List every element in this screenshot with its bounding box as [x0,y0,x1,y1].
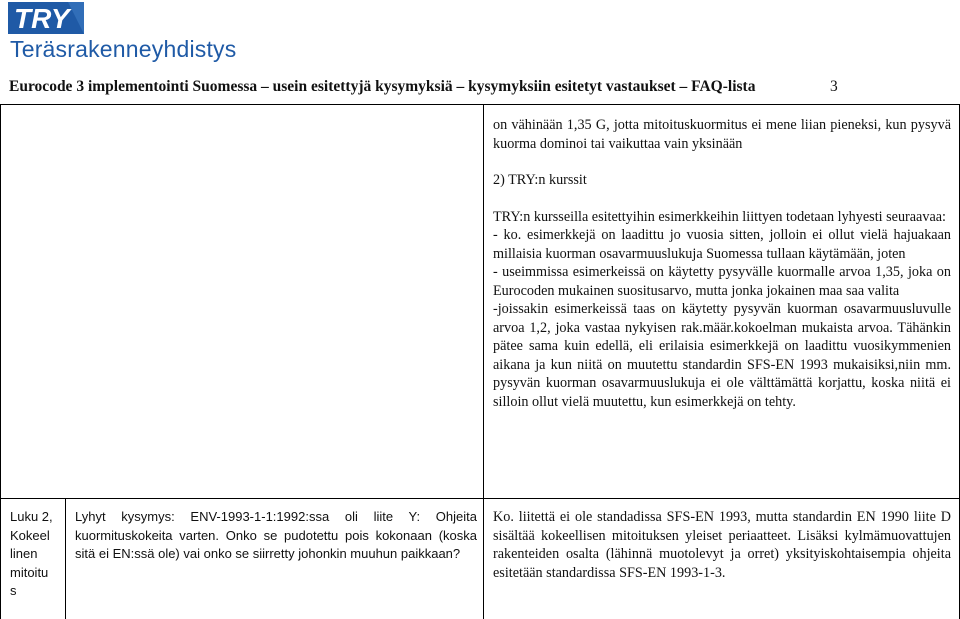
logo-org-name: Teräsrakenneyhdistys [10,36,237,62]
table-border-col1 [65,498,66,619]
question-cell: Lyhyt kysymys: ENV-1993-1-1:1992:ssa oli liite Y: Ohjeita kuormituskokeita varten. Onko se pudotettu pois kokonaan (koska sitä ei EN:ssä ole) vai onko se siirretty johonkin muuhun paikkaan? [75,509,477,562]
chapter-cell: Luku 2, Kokeel linen mitoitu s [10,509,53,599]
try-logo [8,2,237,64]
answer-cell: Ko. liitettä ei ole standadissa SFS-EN 1993, mutta standardin EN 1990 liite D sisältää kokeellisen mitoituksen yleiset periaatteet. Lisäksi kylmämuovattujen rakenteiden osalta (lähinnä muotolevyt ja orret) yksityiskohtaisempia ohjeita esitetään standardissa SFS-EN 1993-1-3. [493,509,951,581]
section-heading: 2) TRY:n kurssit [493,172,587,188]
logo-mark-text: TRY [14,3,70,34]
table-row-divider [0,498,960,499]
answer-paragraph: on vähinään 1,35 G, jotta mitoituskuormitus ei mene liian pieneksi, kun pysyvä kuorma dominoi tai vaikuttaa vain yksinään [493,117,951,152]
answer-paragraph: -joissakin esimerkeissä taas on käytetty pysyvän kuorman osavarmuusluvulle arvoa 1,2, joka vastaa nykyisen rak.määr.kokoelman mukaista arvoa. Tähänkin pätee sama kuin edellä, eli erilaisia esimerkkejä on laadittu vuosikymmenien aikana ja kun niitä on muutettu standardin SFS-EN 1993 mukaisiksi,niin mm. pysyvän kuorman osavarmuuslukuja ei ole välttämättä korjattu, koska niitä ei silloin ollut vielä muutettu, kun esimerkkejä on tehty. [493,301,951,410]
answer-paragraph: TRY:n kursseilla esitettyihin esimerkkeihin liittyen todetaan lyhyesti seuraavaa: [493,208,946,225]
page-number: 3 [830,78,838,95]
try-logo-mark [8,2,84,34]
continued-answer [493,116,951,411]
answer-paragraph: - ko. esimerkkejä on laadittu jo vuosia sitten, jolloin ei ollut vielä hajuakaan millaisia kuorman osavarmuuslukuja Suomessa tullaan käytämään, joten [493,227,951,262]
table-border-left [0,104,1,619]
table-border-center [483,104,484,619]
page-header-title: Eurocode 3 implementointi Suomessa – usein esitettyjä kysymyksiä – kysymyksiin esitetyt vastaukset – FAQ-lista [9,78,756,95]
answer-paragraph: - useimmissa esimerkeissä on käytetty pysyvälle kuormalle arvoa 1,35, joka on Eurocoden mukainen suositusarvo, mutta jonka jokainen maa saa valita [493,264,951,299]
header-rule [0,104,960,105]
